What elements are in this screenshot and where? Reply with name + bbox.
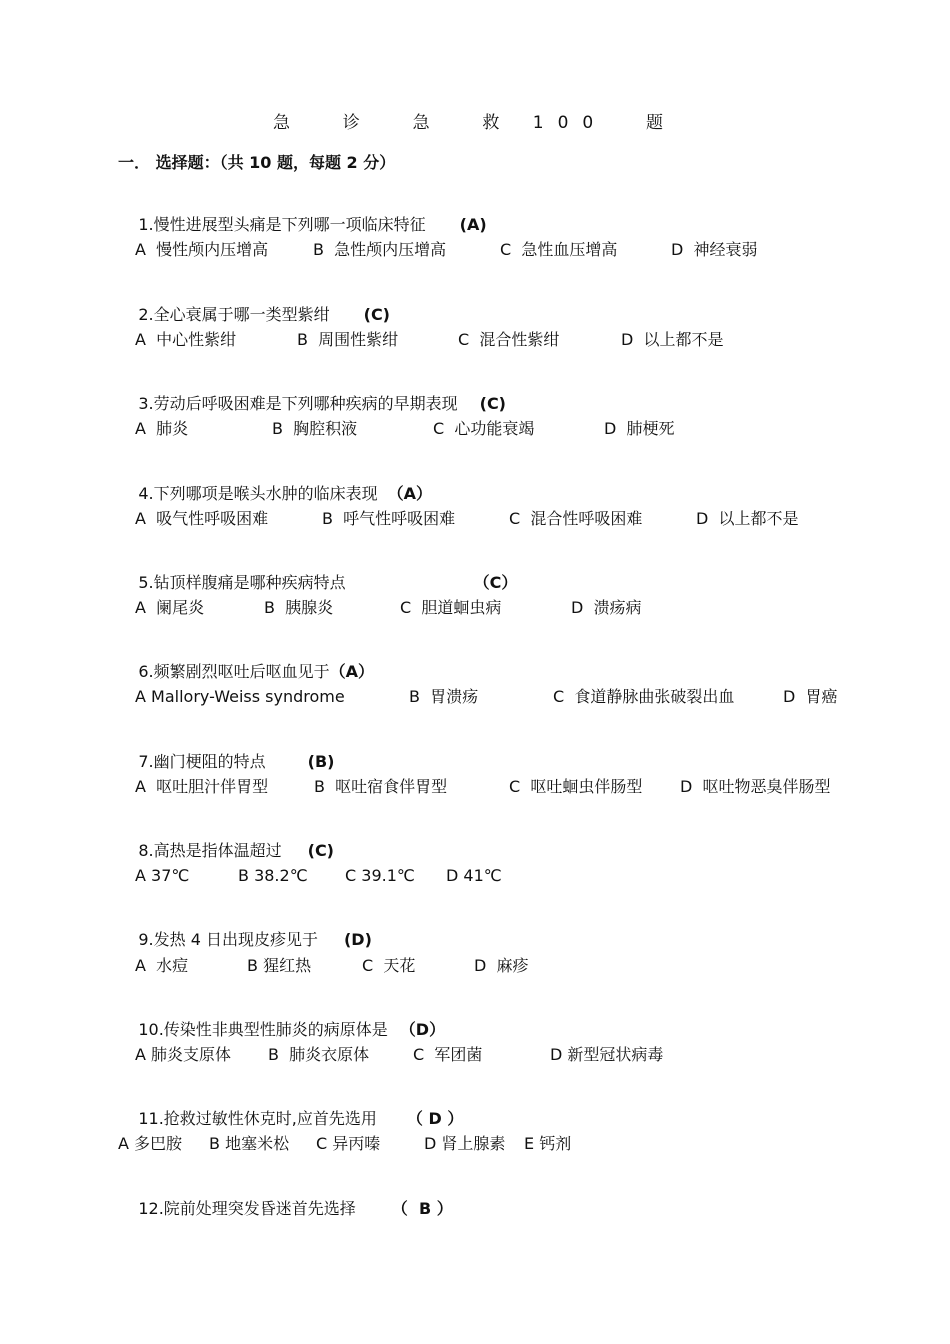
- option: A 慢性颅内压增高: [135, 240, 269, 259]
- option: E 钙剂: [524, 1134, 572, 1153]
- option: C 混合性紫绀: [458, 330, 560, 349]
- option: A 吸气性呼吸困难: [135, 509, 269, 528]
- option: A 肺炎支原体: [135, 1045, 232, 1064]
- option: B 胃溃疡: [409, 687, 479, 706]
- option: B 胰腺炎: [264, 598, 334, 617]
- option: C 39.1℃: [345, 866, 415, 885]
- question-answer: (C): [363, 305, 390, 324]
- option: C 军团菌: [413, 1045, 483, 1064]
- option: B 胸腔积液: [272, 419, 358, 438]
- question-stem: 3.劳动后呼吸困难是下列哪种疾病的早期表现: [138, 394, 458, 413]
- option: A 肺炎: [135, 419, 189, 438]
- option: D 呕吐物恶臭伴肠型: [680, 777, 831, 796]
- option: C 异丙嗪: [316, 1134, 381, 1153]
- question-answer: (B): [307, 752, 335, 771]
- question-answer: （D）: [399, 1020, 446, 1039]
- option: A 水痘: [135, 956, 189, 975]
- question-stem: 9.发热 4 日出现皮疹见于: [138, 930, 318, 949]
- option: C 心功能衰竭: [433, 419, 535, 438]
- question-stem: 2.全心衰属于哪一类型紫绀: [138, 305, 330, 324]
- option: D 41℃: [446, 866, 502, 885]
- option: A 阑尾炎: [135, 598, 205, 617]
- option: D 新型冠状病毒: [550, 1045, 664, 1064]
- option: D 胃癌: [783, 687, 838, 706]
- question-answer: (D): [343, 930, 372, 949]
- option: B 呼气性呼吸困难: [322, 509, 456, 528]
- question-stem: 8.高热是指体温超过: [138, 841, 282, 860]
- question-stem: 11.抢救过敏性休克时,应首先选用: [138, 1109, 377, 1128]
- question-stem: 12.院前处理突发昏迷首先选择: [138, 1199, 356, 1218]
- option: D 溃疡病: [571, 598, 642, 617]
- option: A 呕吐胆汁伴胃型: [135, 777, 269, 796]
- option: C 混合性呼吸困难: [509, 509, 643, 528]
- question-answer: (C): [479, 394, 506, 413]
- option: D 以上都不是: [621, 330, 724, 349]
- question-stem: 7.幽门梗阻的特点: [138, 752, 266, 771]
- section-heading: 一． 选择题：（共 10 题，每题 2 分）: [118, 153, 396, 172]
- option: C 食道静脉曲张破裂出血: [553, 687, 735, 706]
- option: B 猩红热: [247, 956, 312, 975]
- option: A Mallory-Weiss syndrome: [135, 687, 345, 706]
- question-stem: 5.钻顶样腹痛是哪种疾病特点: [138, 573, 346, 592]
- option: D 肺梗死: [604, 419, 675, 438]
- option: C 胆道蛔虫病: [400, 598, 502, 617]
- option: A 37℃: [135, 866, 190, 885]
- question-stem: 6.频繁剧烈呕吐后呕血见于: [138, 662, 330, 681]
- question-stem: 1.慢性进展型头痛是下列哪一项临床特征: [138, 215, 426, 234]
- question-stem: 10.传染性非典型性肺炎的病原体是: [138, 1020, 388, 1039]
- question-answer: （ D ）: [406, 1109, 464, 1128]
- option: B 38.2℃: [238, 866, 308, 885]
- option: D 肾上腺素: [424, 1134, 506, 1153]
- option: D 神经衰弱: [671, 240, 758, 259]
- option: B 地塞米松: [209, 1134, 290, 1153]
- option: D 麻疹: [474, 956, 529, 975]
- option: C 天花: [362, 956, 416, 975]
- question-answer: （A）: [387, 484, 433, 503]
- option: D 以上都不是: [696, 509, 799, 528]
- question-answer: （A）: [329, 662, 375, 681]
- document-title: 急 诊 急 救 100 题: [272, 113, 678, 133]
- option: A 中心性紫绀: [135, 330, 237, 349]
- question-answer: （ B ）: [391, 1199, 453, 1218]
- option: B 呕吐宿食伴胃型: [314, 777, 448, 796]
- question-answer: (C): [307, 841, 334, 860]
- option: B 肺炎衣原体: [268, 1045, 370, 1064]
- question-answer: (A): [459, 215, 487, 234]
- question-answer: （C）: [473, 573, 518, 592]
- question-stem: 4.下列哪项是喉头水肿的临床表现: [138, 484, 378, 503]
- option: B 周围性紫绀: [297, 330, 399, 349]
- option: B 急性颅内压增高: [313, 240, 447, 259]
- question-12: [118, 1179, 453, 1239]
- option: A 多巴胺: [118, 1134, 183, 1153]
- option: C 急性血压增高: [500, 240, 618, 259]
- option: C 呕吐蛔虫伴肠型: [509, 777, 643, 796]
